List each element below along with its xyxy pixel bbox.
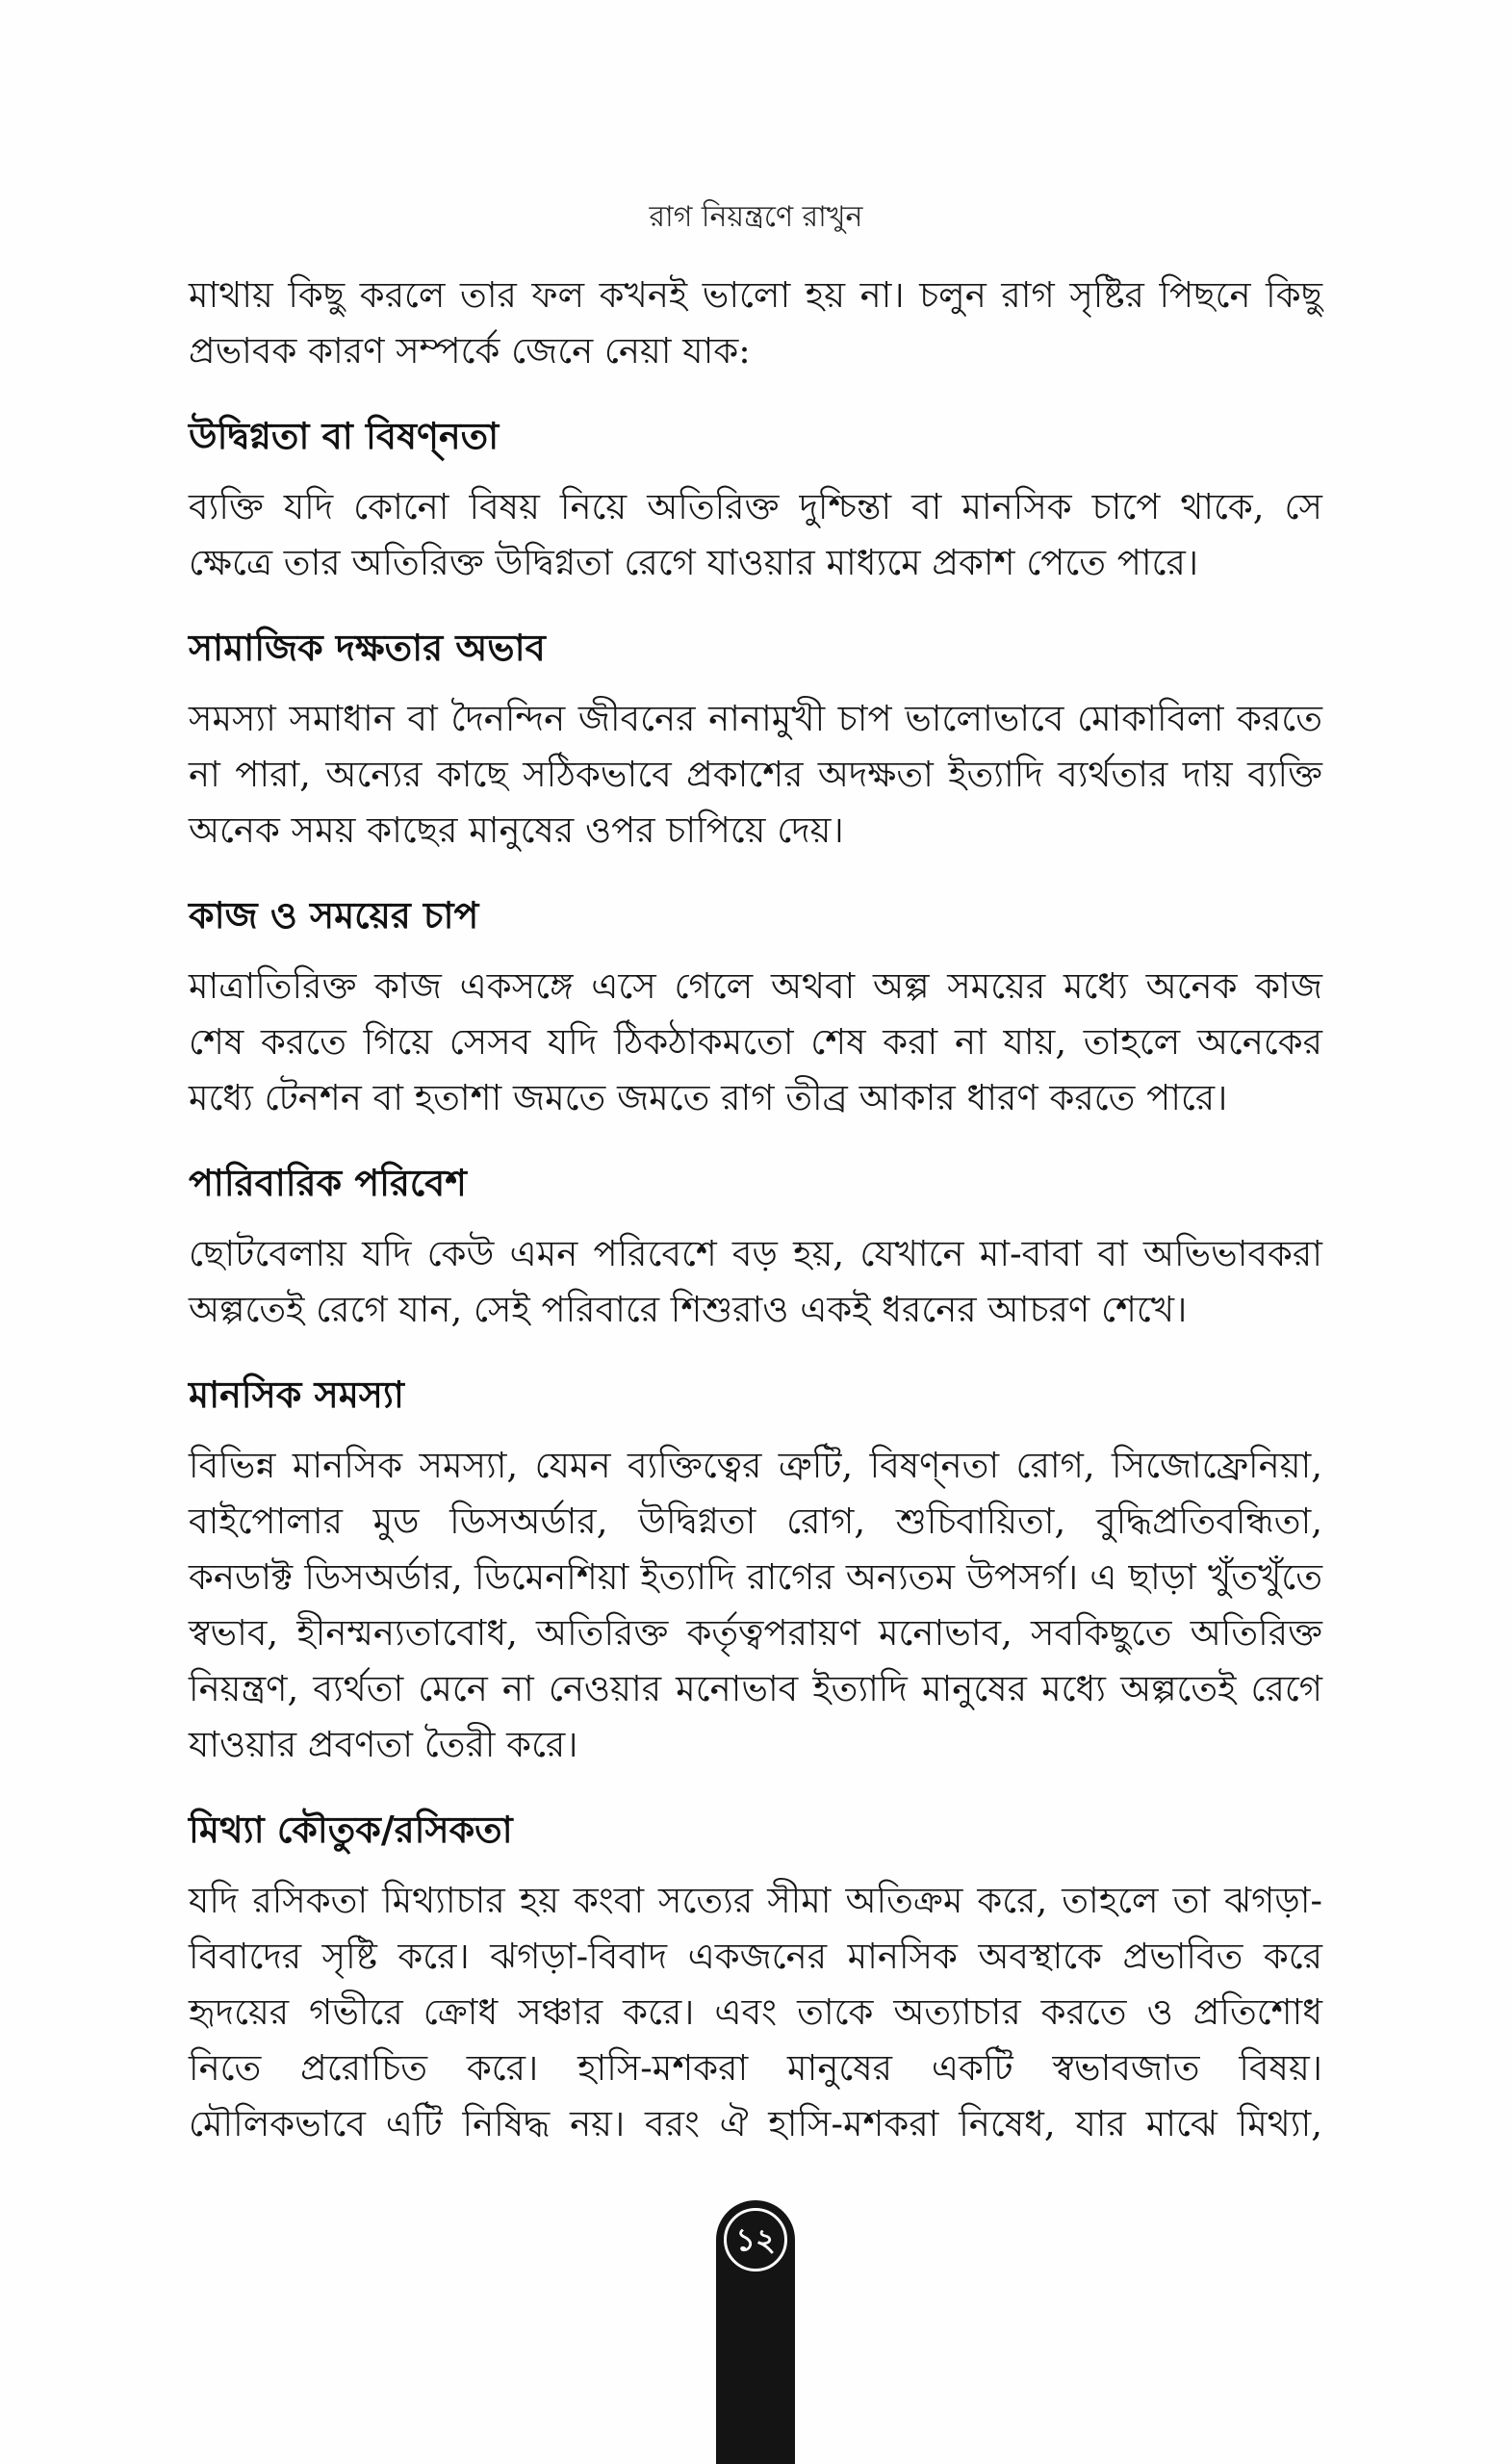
body-text-line: কনডাক্ট ডিসঅর্ডার, ডিমেনশিয়া ইত্যাদি রাগের অন্যতম উপসর্গ। এ ছাড়া খুঁতখুঁতে <box>189 1556 1322 1598</box>
paragraph <box>189 1873 1322 2152</box>
section-mental-problems <box>189 1367 1322 1773</box>
paragraph <box>189 1226 1322 1338</box>
body-text-line: বিভিন্ন মানসিক সমস্যা, যেমন ব্যক্তিত্বের ত্রুটি, বিষণ্নতা রোগ, সিজোফ্রেনিয়া, <box>189 1445 1322 1486</box>
section-heading: মিথ্যা কৌতুক/রসিকতা <box>189 1808 513 1851</box>
section-heading: মানসিক সমস্যা <box>189 1373 404 1416</box>
body-text-line: সমস্যা সমাধান বা দৈনন্দিন জীবনের নানামুখী চাপ ভালোভাবে মোকাবিলা করতে <box>189 698 1322 739</box>
page-number-ring <box>724 2208 787 2272</box>
body-text-line: প্রভাবক কারণ সম্পর্কে জেনে নেয়া যাক: <box>189 330 751 372</box>
body-text-line: অল্পতেই রেগে যান, সেই পরিবারে শিশুরাও একই ধরনের আচরণ শেখে। <box>189 1289 1188 1330</box>
section-false-jokes <box>189 1802 1322 2152</box>
body-text-line: ছোটবেলায় যদি কেউ এমন পরিবেশে বড় হয়, যেখানে মা-বাবা বা অভিভাবকরা <box>189 1233 1322 1274</box>
section-heading: উদ্বিগ্নতা বা বিষণ্নতা <box>189 414 500 457</box>
body-text-line: যদি রসিকতা মিথ্যাচার হয় কংবা সত্যের সীমা অতিক্রম করে, তাহলে তা ঝগড়া- <box>189 1880 1322 1921</box>
body-text-line: মৌলিকভাবে এটি নিষিদ্ধ নয়। বরং ঐ হাসি-মশকরা নিষেধ, যার মাঝে মিথ্যা, <box>189 2103 1322 2144</box>
running-title: রাগ নিয়ন্ত্রণে রাখুন <box>649 200 863 234</box>
body-text-line: শেষ করতে গিয়ে সেসব যদি ঠিকঠাকমতো শেষ করা না যায়, তাহলে অনেকের <box>189 1021 1322 1063</box>
body-text-line: ব্যক্তি যদি কোনো বিষয় নিয়ে অতিরিক্ত দুশ্চিন্তা বা মানসিক চাপে থাকে, সে <box>189 486 1322 527</box>
page-number: ১২ <box>735 2221 776 2258</box>
section-heading: পারিবারিক পরিবেশ <box>189 1161 467 1204</box>
intro-paragraph <box>189 268 1322 379</box>
section-social-skills <box>189 620 1322 859</box>
page-number-tab <box>716 2200 795 2464</box>
body-text-line: বিবাদের সৃষ্টি করে। ঝগড়া-বিবাদ একজনের মানসিক অবস্থাকে প্রভাবিত করে <box>189 1936 1322 1977</box>
section-work-time-pressure <box>189 887 1322 1126</box>
paragraph <box>189 1438 1322 1773</box>
body-text-line: না পারা, অন্যের কাছে সঠিকভাবে প্রকাশের অদক্ষতা ইত্যাদি ব্যর্থতার দায় ব্যক্তি <box>189 754 1322 795</box>
body-text-line: স্বভাব, হীনম্মন্যতাবোধ, অতিরিক্ত কর্তৃত্বপরায়ণ মনোভাব, সবকিছুতে অতিরিক্ত <box>189 1612 1322 1654</box>
section-heading: সামাজিক দক্ষতার অভাব <box>189 626 546 669</box>
body-text-line: হৃদয়ের গভীরে ক্রোধ সঞ্চার করে। এবং তাকে অত্যাচার করতে ও প্রতিশোধ <box>189 1991 1322 2033</box>
paragraph <box>189 479 1322 591</box>
body-text-line: নিতে প্ররোচিত করে। হাসি-মশকরা মানুষের একটি স্বভাবজাত বিষয়। <box>189 2047 1322 2089</box>
paragraph <box>189 959 1322 1126</box>
body-text-line: নিয়ন্ত্রণ, ব্যর্থতা মেনে না নেওয়ার মনোভাব ইত্যাদি মানুষের মধ্যে অল্পতেই রেগে <box>189 1668 1322 1709</box>
body-text-line: যাওয়ার প্রবণতা তৈরী করে। <box>189 1724 578 1765</box>
body-text-line: বাইপোলার মুড ডিসঅর্ডার, উদ্বিগ্নতা রোগ, শুচিবায়িতা, বুদ্ধিপ্রতিবন্ধিতা, <box>189 1501 1322 1542</box>
paragraph <box>189 691 1322 859</box>
body-text-line: মাত্রাতিরিক্ত কাজ একসঙ্গে এসে গেলে অথবা অল্প সময়ের মধ্যে অনেক কাজ <box>189 965 1322 1007</box>
body-text-line: মধ্যে টেনশন বা হতাশা জমতে জমতে রাগ তীব্র আকার ধারণ করতে পারে। <box>189 1077 1228 1118</box>
page-body <box>189 268 1322 2152</box>
section-family-environment <box>189 1155 1322 1338</box>
body-text-line: অনেক সময় কাছের মানুষের ওপর চাপিয়ে দেয়। <box>189 809 844 851</box>
body-text-line: ক্ষেত্রে তার অতিরিক্ত উদ্বিগ্নতা রেগে যাওয়ার মাধ্যমে প্রকাশ পেতে পারে। <box>189 542 1199 583</box>
body-text-line: মাথায় কিছু করলে তার ফল কখনই ভালো হয় না। চলুন রাগ সৃষ্টির পিছনে কিছু <box>189 274 1322 316</box>
section-anxiety-depression <box>189 408 1322 591</box>
section-heading: কাজ ও সময়ের চাপ <box>189 893 479 937</box>
